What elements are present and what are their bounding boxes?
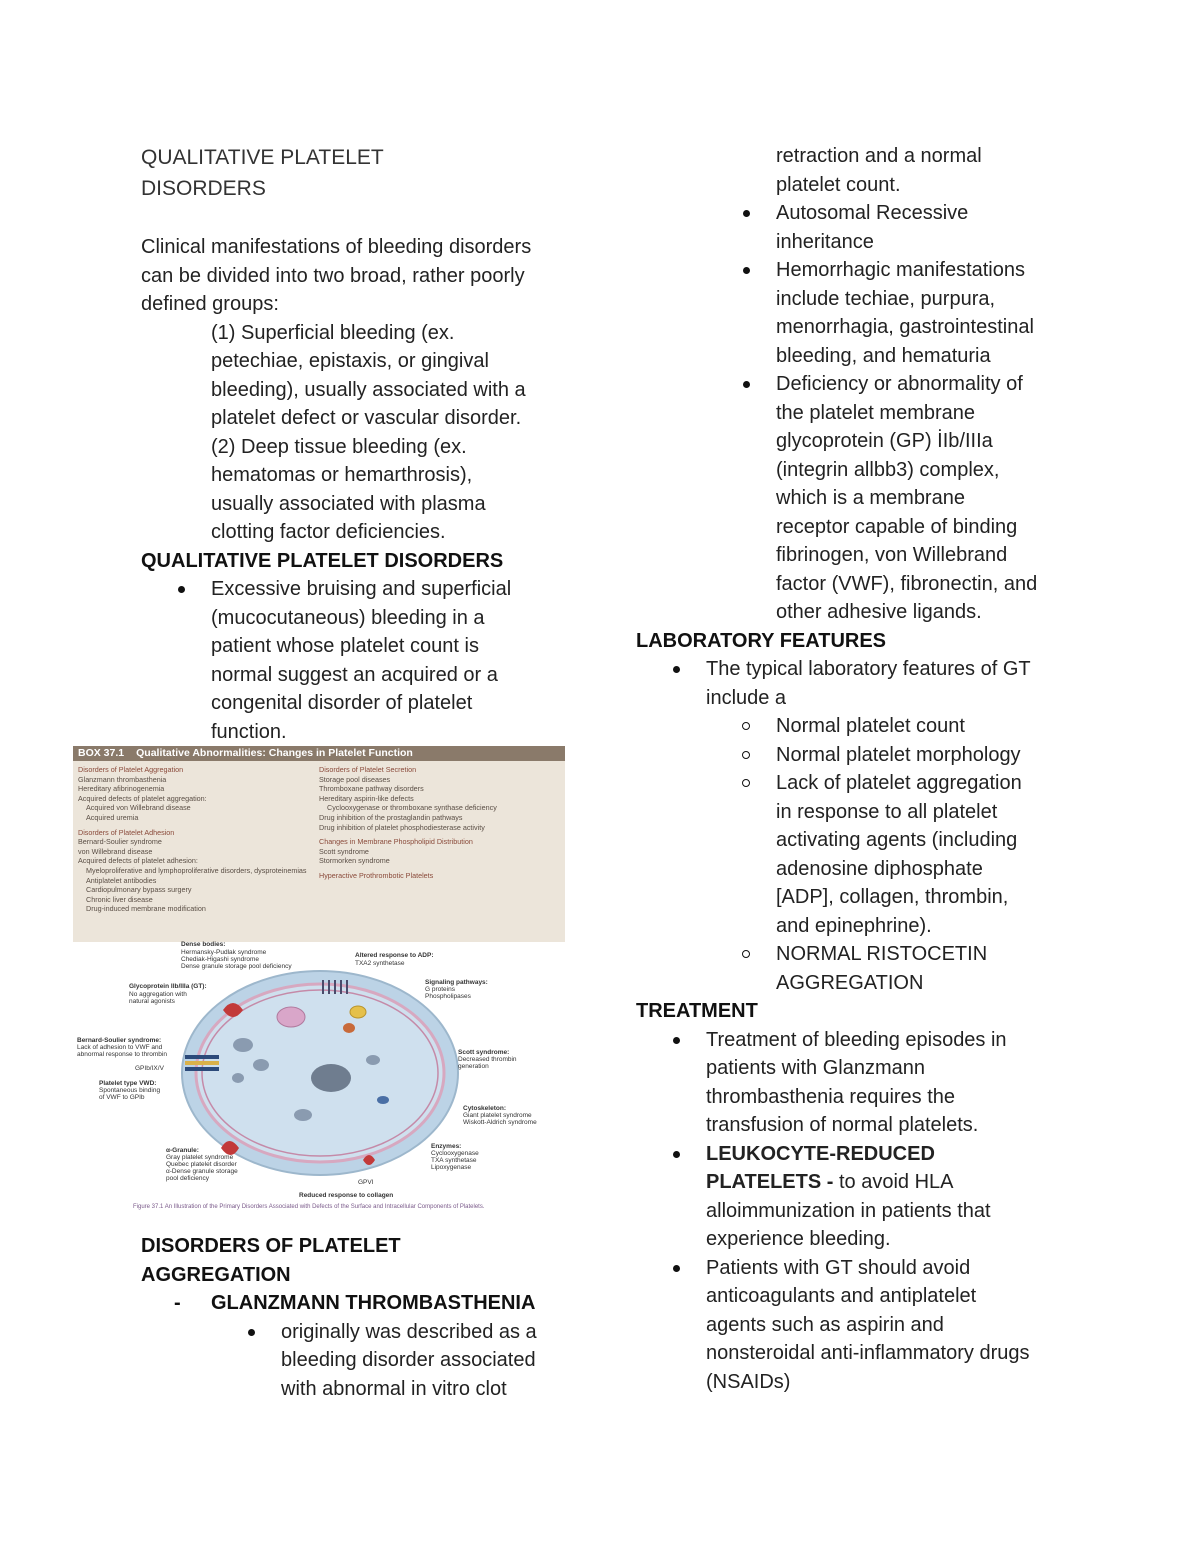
group-line: bleeding), usually associated with a [211,378,526,401]
intro-line: Clinical manifestations of bleeding disorders [141,236,532,258]
bullet-line: NORMAL RISTOCETIN [776,943,988,965]
bullet-line: (NSAIDs) [706,1370,791,1393]
organelle [366,1055,380,1065]
svg-text:Reduced response to collagen: Reduced response to collagen [299,1192,394,1199]
box-list-item: Glanzmann thrombasthenia [78,774,167,784]
bullet-line: the platelet membrane [776,401,976,424]
box-list-item: Storage pool diseases [319,774,391,784]
bullet-line: AGGREGATION [776,971,924,994]
intro-line: defined groups: [141,293,279,315]
svg-text:Wiskott-Aldrich syndrome: Wiskott-Aldrich syndrome [463,1119,537,1126]
bleeding-groups [141,319,571,547]
qualitative-bullets [141,575,571,746]
svg-text:natural agonists: natural agonists [129,998,175,1005]
bullet-line: bleeding, and hematuria [776,344,991,367]
box-list-item: Myeloproliferative and lymphoproliferative disorders, dysproteinemias [86,865,307,875]
dash-marker: - [174,1292,181,1314]
svg-text:of VWF to GPIb: of VWF to GPIb [99,1094,145,1101]
box-list-item: Cyclooxygenase or thromboxane synthase deficiency [327,803,497,813]
bullet-line: with abnormal in vitro clot [281,1377,507,1400]
bullet-line: normal suggest an acquired or a [211,663,498,686]
group-line: clotting factor deficiencies. [211,521,446,543]
bullet-line: congenital disorder of platelet [211,692,473,714]
list-item [636,1254,1076,1397]
lab-bullets [636,655,1076,997]
box-category-heading: Disorders of Platelet Aggregation [78,765,184,774]
group-line: platelet defect or vascular disorder. [211,407,522,429]
platelet-illustration [73,940,565,1215]
svg-text:Gray platelet syndrome: Gray platelet syndrome [166,1154,234,1161]
box-list-item: Hereditary afibrinogenemia [78,784,165,794]
box-title: Qualitative Abnormalities: Changes in Platelet Function [136,747,413,759]
svg-text:Cyclooxygenase: Cyclooxygenase [431,1150,479,1157]
bullet-line: function. [211,720,287,743]
svg-text:Lack of adhesion to VWF and: Lack of adhesion to VWF and [77,1044,163,1051]
left-column [141,142,571,746]
svg-text:No aggregation with: No aggregation with [129,991,187,998]
list-item [636,199,1076,256]
bullet-line [706,1168,1076,1197]
bullet-line: which is a membrane [776,487,965,509]
bullet-line: Treatment of bleeding episodes in [706,1028,1007,1051]
svg-text:Dense granule storage pool def: Dense granule storage pool deficiency [181,963,292,970]
list-item [636,1026,1076,1140]
bullet-line: Excessive bruising and superficial [211,578,512,600]
box-category-heading: Disorders of Platelet Adhesion [78,827,175,837]
signaling-mark [350,1006,366,1018]
bullet-line: (integrin allbb3) complex, [776,458,1000,481]
bullet-line: LEUKOCYTE-REDUCED [706,1142,935,1165]
group-line: (2) Deep tissue bleeding (ex. [211,435,467,458]
bullet-line: experience bleeding. [706,1228,891,1250]
svg-text:generation: generation [458,1063,489,1070]
box-list-item: Cardiopulmonary bypass surgery [86,885,192,895]
figure-caption: Figure 37.1 An Illustration of the Primary Disorders Associated with Defects of the Surface and Intracellular Components of Platelets. [133,1204,485,1210]
list-item [141,575,571,746]
doc-title-line1: QUALITATIVE PLATELET [141,146,384,169]
list-item [636,370,1076,627]
svg-text:α-Granule:: α-Granule: [166,1147,199,1154]
text: to avoid HLA [833,1171,954,1193]
bullet-line: receptor capable of binding [776,515,1018,538]
signaling-mark [343,1023,355,1033]
group-line: petechiae, epistaxis, or gingival [211,350,489,372]
bullet-line: Lack of platelet aggregation [776,772,1022,794]
list-item [636,940,1076,997]
bullet-line: (mucocutaneous) bleeding in a [211,606,485,629]
svg-text:Chediak-Higashi syndrome: Chediak-Higashi syndrome [181,956,260,963]
box-category-heading: Changes in Membrane Phospholipid Distribution [319,837,473,847]
svg-text:Hermansky-Pudlak syndrome: Hermansky-Pudlak syndrome [181,949,267,956]
bullet-line: nonsteroidal anti-inflammatory drugs [706,1342,1030,1364]
glanzmann-subheading [141,1289,571,1318]
group-line: hematomas or hemarthrosis), [211,464,473,486]
svg-text:Signaling pathways:: Signaling pathways: [425,979,488,986]
svg-text:Glycoprotein IIb/IIIa (GT):: Glycoprotein IIb/IIIa (GT): [129,983,207,990]
bullet-line: include a [706,686,787,709]
bullet-line: in response to all platelet [776,800,998,823]
organelle [294,1109,312,1121]
box-list-item: Drug-induced membrane modification [86,904,206,914]
section-heading-aggregation: DISORDERS OF PLATELET [141,1235,401,1257]
bullet-line: alloimmunization in patients that [706,1199,991,1222]
box-number: BOX 37.1 [78,747,125,759]
list-item [636,655,1076,712]
svg-text:Spontaneous binding: Spontaneous binding [99,1087,161,1094]
group-line: usually associated with plasma [211,492,486,515]
bullet-line: and epinephrine). [776,914,932,937]
box-list-item: Scott syndrome [319,846,369,856]
box-list-item: Drug inhibition of the prostaglandin pathways [319,812,463,822]
list-item [636,769,1076,940]
box-header [73,746,565,761]
svg-text:G proteins: G proteins [425,986,455,993]
bullet-line: Patients with GT should avoid [706,1256,971,1279]
box-list-item: Bernard-Soulier syndrome [78,837,162,847]
bullet-line: originally was described as a [281,1320,537,1343]
svg-text:Decreased thrombin: Decreased thrombin [458,1056,517,1063]
bullet-line: glycoprotein (GP) İIb/IIIa [776,430,993,452]
bullet-line: other adhesive ligands. [776,601,982,623]
group-line: (1) Superficial bleeding (ex. [211,321,455,344]
bullet-line: thrombasthenia requires the [706,1085,956,1108]
bullet-line: activating agents (including [776,829,1018,851]
section-heading-lab: LABORATORY FEATURES [636,629,887,652]
bullet-line: menorrhagia, gastrointestinal [776,316,1034,338]
bullet-line: Hemorrhagic manifestations [776,259,1025,281]
list-item [636,1140,1076,1254]
bullet-line: inheritance [776,230,874,253]
box-list-item: Chronic liver disease [86,894,153,904]
svg-text:Phospholipases: Phospholipases [425,993,471,1000]
list-item [636,712,1076,741]
box-list-item: von Willebrand disease [78,846,153,856]
box-list-item: Hereditary aspirin-like defects [319,793,414,803]
svg-text:GPIb/IX/V: GPIb/IX/V [135,1065,164,1072]
box-right-column [319,765,560,914]
svg-text:TXA2 synthetase: TXA2 synthetase [355,960,405,967]
svg-text:Bernard-Soulier syndrome:: Bernard-Soulier syndrome: [77,1037,162,1044]
text-line: platelet count. [776,173,901,196]
organelle [233,1038,253,1052]
svg-text:Altered response to ADP:: Altered response to ADP: [355,952,434,959]
box-list-item: Acquired defects of platelet aggregation: [78,793,207,803]
svg-text:Quebec platelet disorder: Quebec platelet disorder [166,1161,237,1168]
svg-text:abnormal response to thrombin: abnormal response to thrombin [77,1051,167,1058]
bullet-line: adenosine diphosphate [776,857,983,880]
enzyme-mark [377,1096,389,1104]
bullet-line: anticoagulants and antiplatelet [706,1285,977,1307]
box-list-item: Acquired uremia [86,812,139,822]
bullet-line: The typical laboratory features of GT [706,658,1031,680]
svg-text:pool deficiency: pool deficiency [166,1175,209,1182]
box-list-item: Acquired von Willebrand disease [86,803,191,813]
bullet-line: transfusion of normal platelets. [706,1114,979,1136]
dense-body [277,1007,305,1027]
bullet-line: bleeding disorder associated [281,1349,536,1371]
section-heading-treatment: TREATMENT [636,1000,758,1022]
svg-text:Scott syndrome:: Scott syndrome: [458,1049,510,1056]
right-column [636,142,1076,1396]
section-heading-qualitative: QUALITATIVE PLATELET DISORDERS [141,549,504,572]
subheading-text: GLANZMANN THROMBASTHENIA [211,1292,536,1314]
box-list-item: Stormorken syndrome [319,856,390,866]
bullet-line: patients with Glanzmann [706,1057,926,1079]
box-list-item: Drug inhibition of platelet phosphodiesterase activity [319,822,485,832]
bullet-line: fibrinogen, von Willebrand [776,544,1008,566]
left-column-lower [141,1232,571,1403]
svg-text:Cytoskeleton:: Cytoskeleton: [463,1105,506,1112]
doc-title-line2: DISORDERS [141,177,266,200]
box-list-item: Antiplatelet antibodies [86,875,157,885]
organelle [253,1059,269,1071]
continued-text [636,142,1076,199]
svg-text:α-Dense granule storage: α-Dense granule storage [166,1168,238,1175]
bullet-line: patient whose platelet count is [211,635,479,657]
bold-text: PLATELETS - [706,1171,834,1193]
section-heading-aggregation-2: AGGREGATION [141,1263,291,1286]
svg-text:Enzymes:: Enzymes: [431,1143,462,1150]
list-item [636,741,1076,770]
bullet-line: factor (VWF), fibronectin, and [776,572,1038,595]
box-list-item: Acquired defects of platelet adhesion: [78,856,198,866]
box-list-item: Thromboxane pathway disorders [319,784,424,794]
glanzmann-bullets [141,1318,571,1404]
bullet-line: [ADP], collagen, thrombin, [776,886,1009,908]
list-item [141,1318,571,1404]
bullet-line: Deficiency or abnormality of [776,373,1023,395]
bullet-line: include techiae, purpura, [776,287,996,310]
svg-text:Dense bodies:: Dense bodies: [181,941,226,948]
bullet-line: Normal platelet morphology [776,743,1021,766]
granule-cluster [311,1064,351,1092]
svg-text:Giant platelet syndrome: Giant platelet syndrome [463,1112,532,1119]
glanzmann-features [636,199,1076,627]
bullet-line: Normal platelet count [776,715,965,737]
box-left-column [78,765,319,914]
svg-text:Platelet type VWD:: Platelet type VWD: [99,1080,157,1087]
intro-line: can be divided into two broad, rather poorly [141,264,525,287]
list-item [636,256,1076,370]
svg-text:GPVI: GPVI [358,1179,374,1186]
text-line: retraction and a normal [776,145,982,167]
gpib-receptor [185,1055,219,1059]
box-category-heading: Hyperactive Prothrombotic Platelets [319,870,434,880]
box-category-heading: Disorders of Platelet Secretion [319,765,417,774]
treatment-bullets [636,1026,1076,1397]
svg-text:TXA synthetase: TXA synthetase [431,1157,477,1164]
bullet-line: Autosomal Recessive [776,202,969,224]
organelle [232,1073,244,1083]
svg-text:Lipoxygenase: Lipoxygenase [431,1164,472,1171]
box-37-1-figure [73,746,565,942]
bullet-line: agents such as aspirin and [706,1313,944,1336]
